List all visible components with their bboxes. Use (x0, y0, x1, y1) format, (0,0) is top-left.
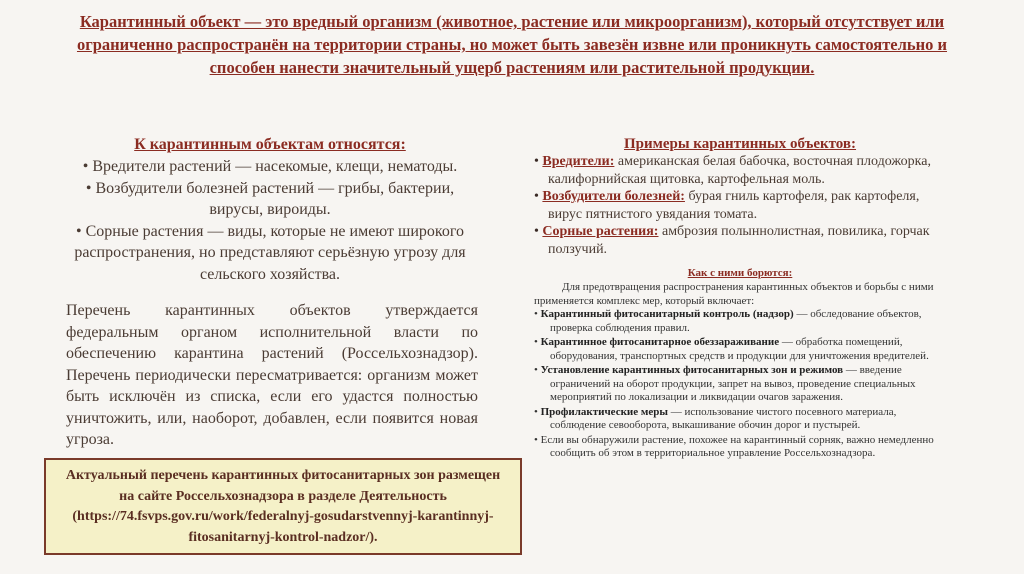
measure-text: — обработка помещений, оборудования, транспортных средств и продукции для уничтожения вредителей. (550, 336, 929, 362)
measure-text: — использование чистого посевного материала, соблюдение севооборота, выкашивание обочин дорог и пустырей. (550, 405, 897, 431)
example-term: Вредители: (542, 154, 615, 169)
measure-item (534, 406, 942, 433)
example-item (534, 223, 944, 258)
measure-item (534, 364, 942, 405)
list-approval-paragraph: Перечень карантинных объектов утверждается федеральным органом исполнительной власти по обеспечению карантина растений (Россельхознадзор). Перечень периодически пересматривается: организм может быть исключён из списка, если его удастся полностью уничтожить, или, наоборот, добавлен, если появится новая угроза. (66, 302, 478, 448)
example-item (534, 188, 944, 223)
example-item (534, 153, 944, 188)
measures-intro: Для предотвращения распространения карантинных объектов и борьбы с ними применяется комплекс мер, который включает: (534, 281, 934, 307)
example-text: бурая гниль картофеля, рак картофеля, вирус пятнистого увядания томата. (548, 189, 920, 222)
list-item: • Вредители растений — насекомые, клещи, нематоды. (60, 156, 480, 178)
notice-box: Актуальный перечень карантинных фитосанитарных зон размещен на сайте Россельхознадзора в разделе Деятельность (https://74.fsvps.gov.ru/work/federalnyj-gosudarstvennyj-karantinnyj-fitosanitarnyj-kontrol-nadzor/). (44, 458, 522, 555)
measure-item (534, 336, 942, 363)
list-item: • Возбудители болезней растений — грибы, бактерии, вирусы, вироиды. (60, 178, 480, 221)
example-text: амброзия полыннолистная, повилика, горчак ползучий. (548, 224, 930, 257)
measure-text: Если вы обнаружили растение, похожее на карантинный сорняк, важно немедленно сообщить об этом в территориальное управление Россельхознадзора. (540, 433, 934, 459)
definition-heading: Карантинный объект — это вредный организм (животное, растение или микроорганизм), который отсутствует или ограниченно распространён на территории страны, но может быть завезён извне или проникнуть самостоятельно и способен нанести значительный ущерб растениям или растительной продукции. (76, 12, 948, 77)
measure-term: Карантинный фитосанитарный контроль (надзор) (540, 308, 794, 320)
list-item: • Сорные растения — виды, которые не имеют широкого распространения, но представляют серьёзную угрозу для сельского хозяйства. (60, 221, 480, 286)
examples-title: Примеры карантинных объектов: (623, 136, 857, 152)
measure-term: Установление карантинных фитосанитарных зон и режимов (540, 364, 844, 376)
measure-term: Карантинное фитосанитарное обеззараживание (540, 336, 780, 348)
measure-term: Профилактические меры (540, 405, 668, 418)
measure-text: — введение ограничений на оборот продукции, запрет на вывоз, проведение специальных мероприятий по локализации и ликвидации очагов заражения. (550, 364, 916, 403)
objects-list-title: К карантинным объектам относятся: (134, 136, 406, 153)
measure-item (534, 434, 942, 461)
measure-item (534, 308, 942, 335)
measures-title: Как с ними борются: (687, 267, 793, 279)
measure-text: — обследование объектов, проверка соблюдения правил. (550, 308, 922, 334)
objects-list (60, 156, 480, 285)
examples-list (534, 153, 944, 258)
example-text: американская белая бабочка, восточная плодожорка, калифорнийская щитовка, картофельная моль. (548, 154, 931, 187)
measures-list (534, 308, 942, 462)
example-term: Сорные растения: (542, 224, 659, 239)
example-term: Возбудители болезней: (542, 189, 685, 204)
